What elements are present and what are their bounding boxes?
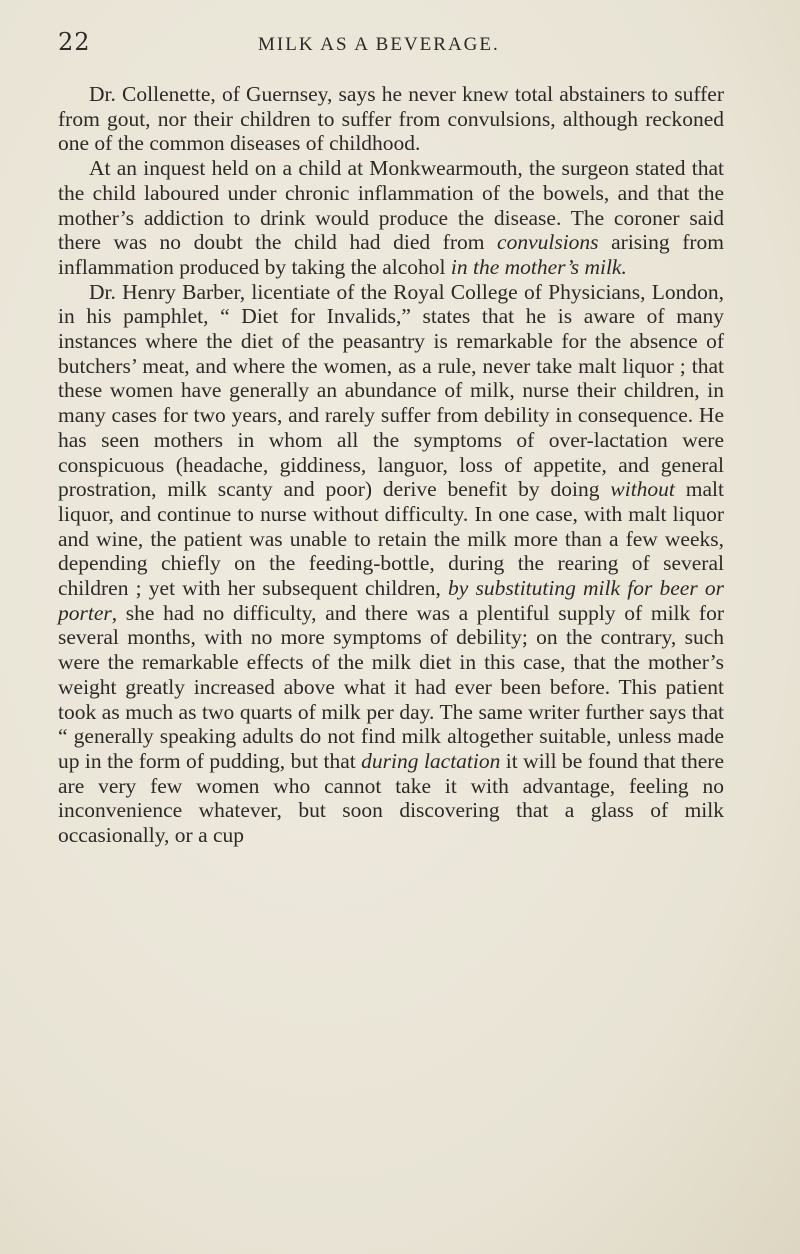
running-head: MILK AS A BEVERAGE. [258,34,500,55]
body-text [58,82,724,848]
page-number: 22 [58,28,91,56]
text-segment: arising from inflammation produced by taking the alcohol [58,230,724,279]
italic-text-segment: during lactation [361,748,501,773]
text-segment: , she had no difficulty, and there was a plentiful supply of milk for several months, with no more symptoms of debility; on the contrary, such were the remarkable effects of the milk diet in this case, that the mother’s weight greatly increased above what it had ever been before. This patient took as much as two quarts of milk per day. The same writer further says that “ generally speaking adults do not find milk altogether suitable, unless made up in the form of pudding, but that [58,600,724,773]
text-segment: malt liquor, and continue to nurse without difficulty. In one case, with malt liquor and wine, the patient was unable to retain the milk more than a few weeks, depending chiefly on the feeding-bottle, during the rearing of several children ; yet with her subsequent children, [58,477,724,601]
italic-text-segment: convulsions [497,230,599,255]
text-segment: At an inquest held on a child at Monkwearmouth, the surgeon stated that the child laboured under chronic inflammation of the bowels, and that the mother’s addiction to drink would produce the disease. The coroner said there was no doubt the child had died from [58,156,724,255]
paragraph [58,156,724,280]
paragraph [58,280,724,848]
italic-text-segment: by substituting milk for beer or porter [58,576,725,625]
text-segment: it will be found that there are very few women who cannot take it with advantage, feeling no inconvenience whatever, but soon discovering that a glass of milk occasionally, or a cup [58,748,724,848]
italic-text-segment: in the mother’s milk. [450,254,627,279]
paragraph [58,82,724,156]
text-segment: Dr. Collenette, of Guernsey, says he never knew total abstainers to suffer from gout, nor their children to suffer from convulsions, although reckoned one of the common diseases of childhood. [58,82,724,156]
text-segment: Dr. Henry Barber, licentiate of the Royal College of Physicians, London, in his pamphlet, “ Diet for Invalids,” states that he is aware of many instances where the diet of the peasantry is remarkable for the absence of butchers’ meat, and where the women, as a rule, never take malt liquor ; that these women have generally an abundance of milk, nurse their children, in many cases for two years, and rarely suffer from debility in consequence. He has seen mothers in whom all the symptoms of over-lactation were conspicuous (headache, giddiness, languor, loss of appetite, and general prostration, milk scanty and poor) derive benefit by doing [58,279,724,502]
page-header [0,28,800,68]
italic-text-segment: without [610,477,675,502]
